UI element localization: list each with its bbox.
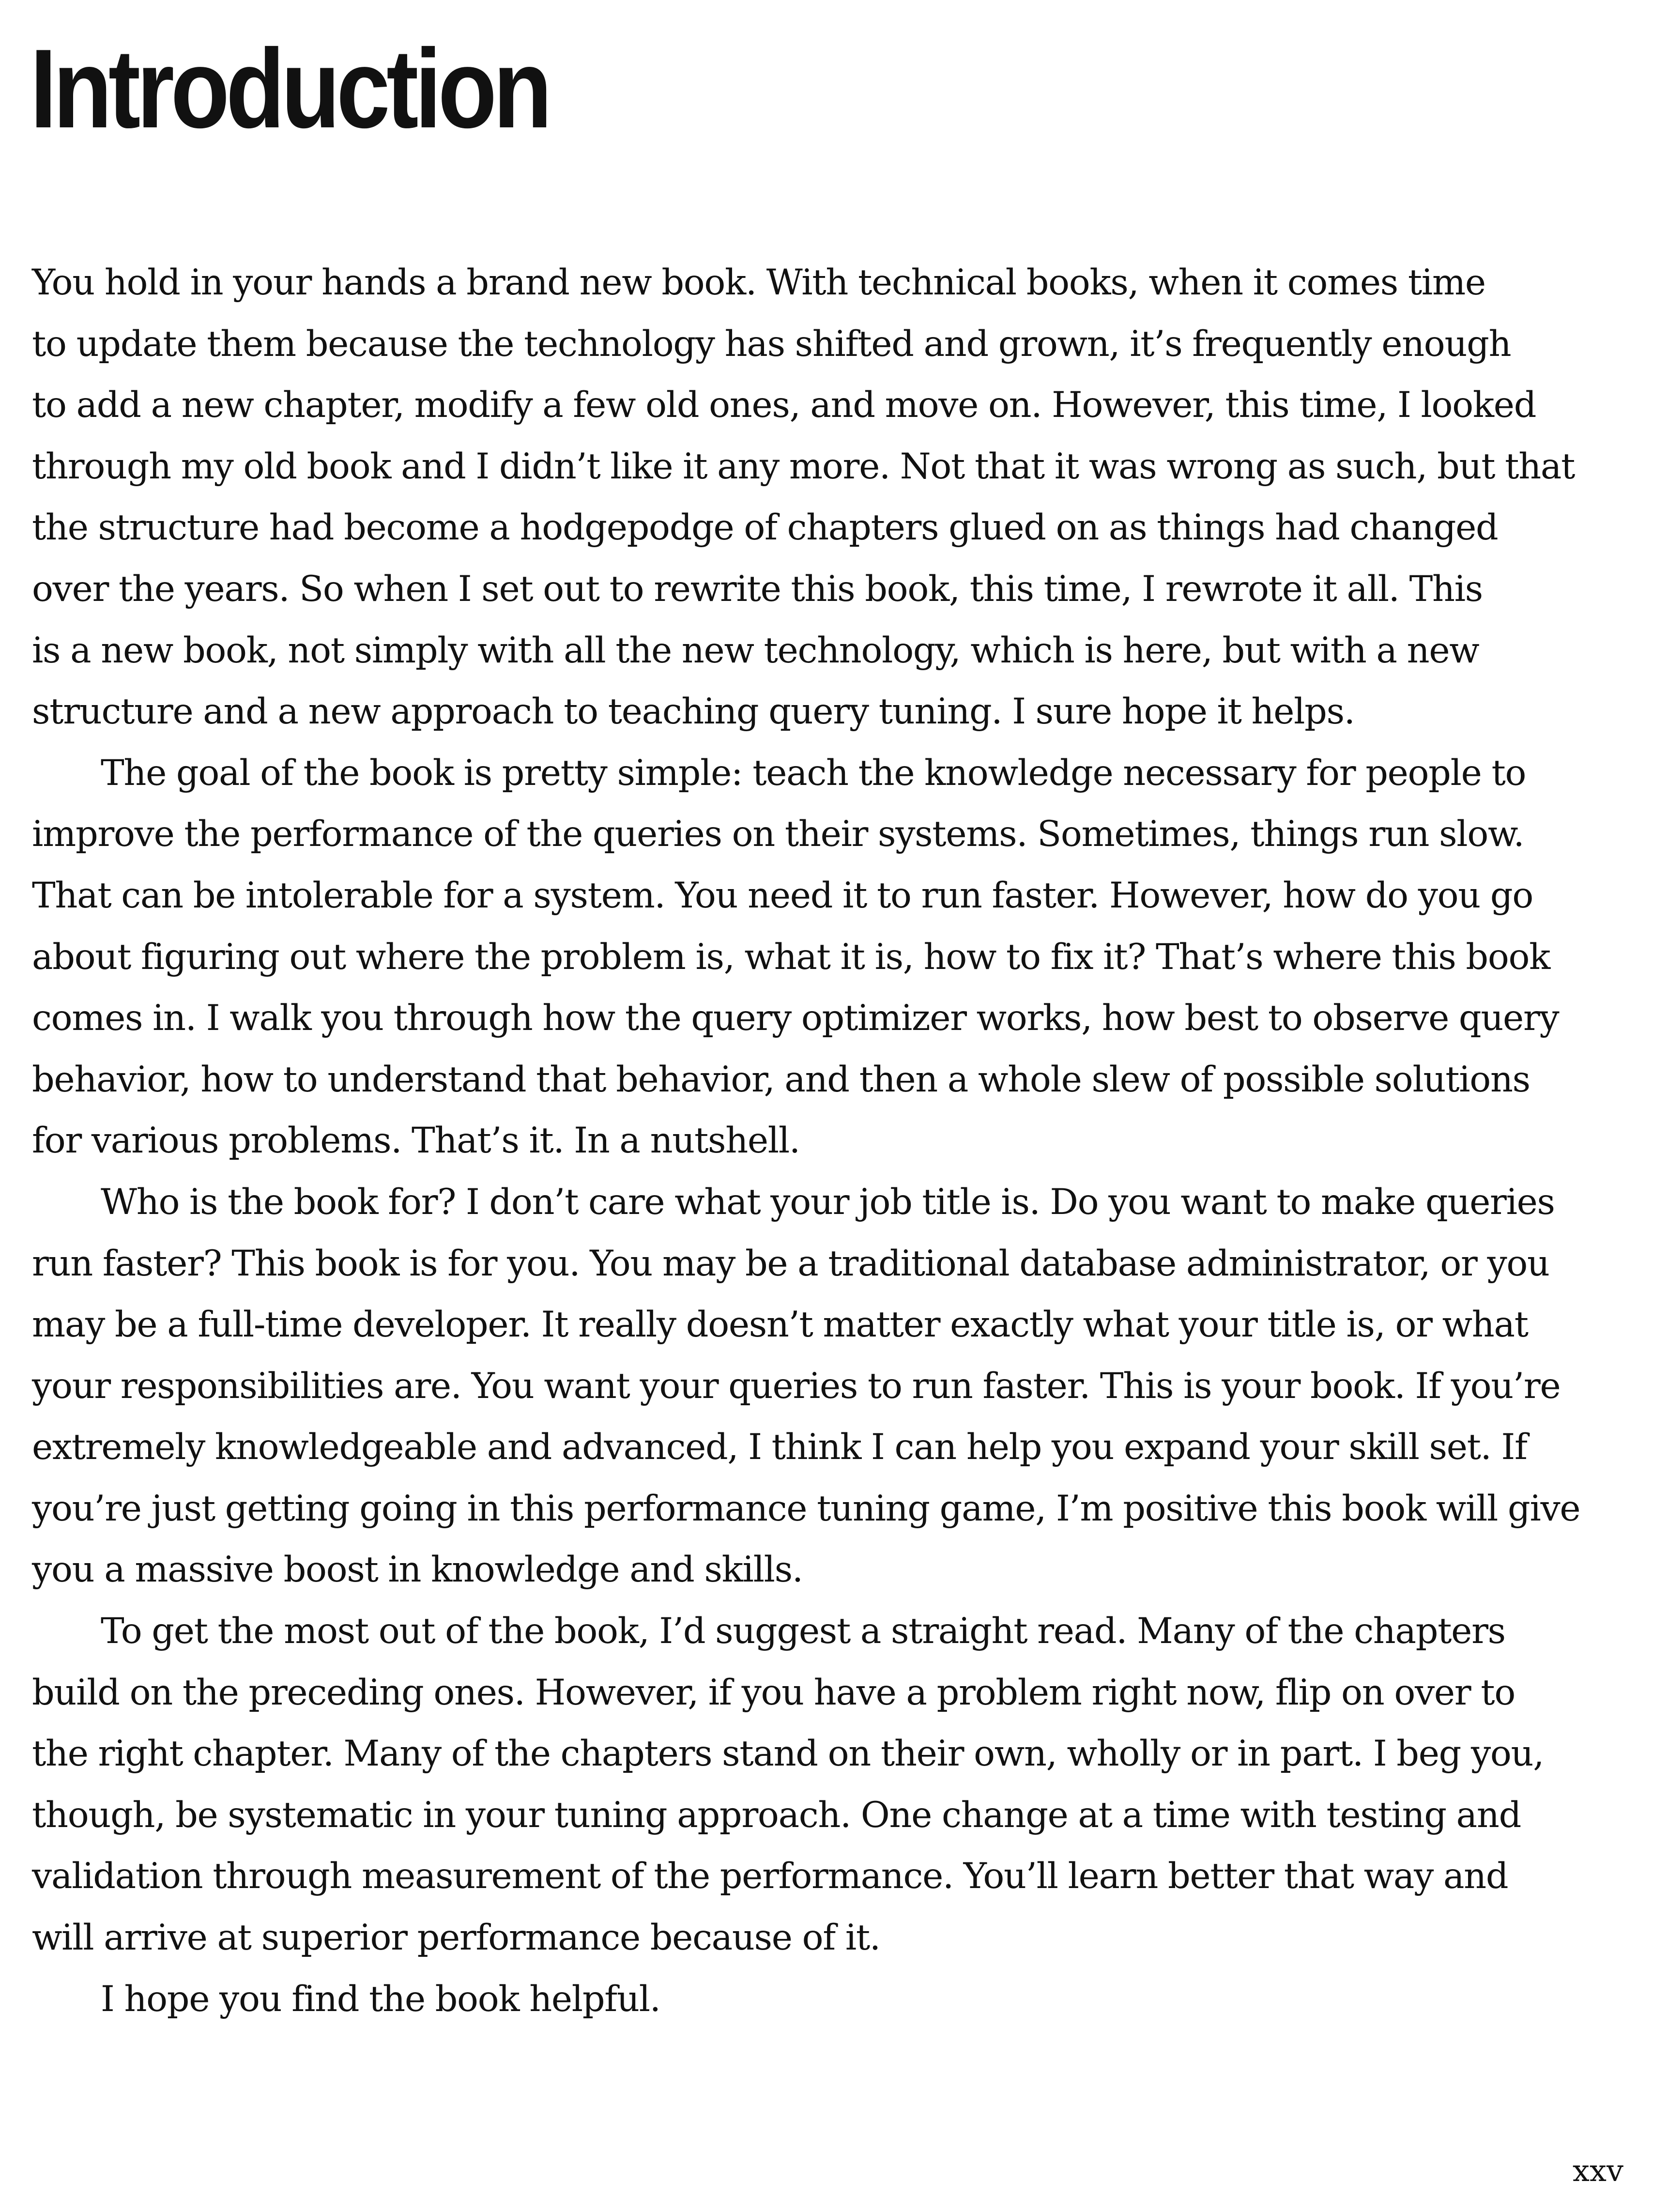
text-line: Who is the book for? I don’t care what your job title is. Do you want to make queries: [101, 1181, 1555, 1223]
text-line: improve the performance of the queries on their systems. Sometimes, things run slow.: [32, 814, 1524, 855]
text-line: to update them because the technology has shifted and grown, it’s frequently enough: [32, 323, 1511, 365]
paragraph-3: [32, 1172, 1644, 1601]
text-line: the structure had become a hodgepodge of chapters glued on as things had changed: [32, 507, 1498, 549]
text-line: structure and a new approach to teaching query tuning. I sure hope it helps.: [32, 691, 1355, 733]
text-line: you a massive boost in knowledge and skills.: [32, 1549, 803, 1591]
paragraph-4: [32, 1601, 1644, 1969]
text-line: comes in. I walk you through how the query optimizer works, how best to observe query: [32, 998, 1559, 1039]
text-line: The goal of the book is pretty simple: teach the knowledge necessary for people to: [101, 752, 1526, 794]
text-line: You hold in your hands a brand new book. With technical books, when it comes time: [32, 262, 1485, 303]
text-line: the right chapter. Many of the chapters stand on their own, wholly or in part. I beg you,: [32, 1733, 1544, 1775]
paragraph-1: [32, 252, 1644, 743]
text-line: you’re just getting going in this performance tuning game, I’m positive this book will give: [32, 1488, 1580, 1529]
chapter-body: [32, 252, 1644, 2030]
text-line: build on the preceding ones. However, if you have a problem right now, flip on over to: [32, 1672, 1515, 1713]
text-line: I hope you find the book helpful.: [101, 1978, 660, 2020]
text-line: run faster? This book is for you. You may be a traditional database administrator, or you: [32, 1243, 1549, 1284]
text-line: over the years. So when I set out to rewrite this book, this time, I rewrote it all. This: [32, 568, 1483, 610]
text-line: about figuring out where the problem is, what it is, how to fix it? That’s where this book: [32, 936, 1550, 978]
paragraph-5: [32, 1969, 1644, 2030]
text-line: to add a new chapter, modify a few old ones, and move on. However, this time, I looked: [32, 384, 1536, 426]
chapter-title: Introduction: [30, 26, 549, 152]
paragraph-2: [32, 743, 1644, 1172]
text-line: is a new book, not simply with all the new technology, which is here, but with a new: [32, 630, 1479, 671]
text-line: To get the most out of the book, I’d suggest a straight read. Many of the chapters: [101, 1611, 1505, 1652]
text-line: your responsibilities are. You want your queries to run faster. This is your book. If you’re: [32, 1365, 1561, 1407]
text-line: validation through measurement of the performance. You’ll learn better that way and: [32, 1856, 1508, 1897]
text-line: That can be intolerable for a system. You need it to run faster. However, how do you go: [32, 875, 1533, 916]
text-line: though, be systematic in your tuning approach. One change at a time with testing and: [32, 1794, 1521, 1836]
text-line: may be a full-time developer. It really doesn’t matter exactly what your title is, or what: [32, 1304, 1528, 1346]
text-line: through my old book and I didn’t like it any more. Not that it was wrong as such, but that: [32, 445, 1575, 487]
text-line: behavior, how to understand that behavior, and then a whole slew of possible solutions: [32, 1059, 1530, 1100]
page-number: xxv: [1573, 2153, 1623, 2188]
text-line: extremely knowledgeable and advanced, I think I can help you expand your skill set. If: [32, 1427, 1527, 1468]
text-line: for various problems. That’s it. In a nutshell.: [32, 1120, 800, 1162]
text-line: will arrive at superior performance because of it.: [32, 1917, 880, 1959]
